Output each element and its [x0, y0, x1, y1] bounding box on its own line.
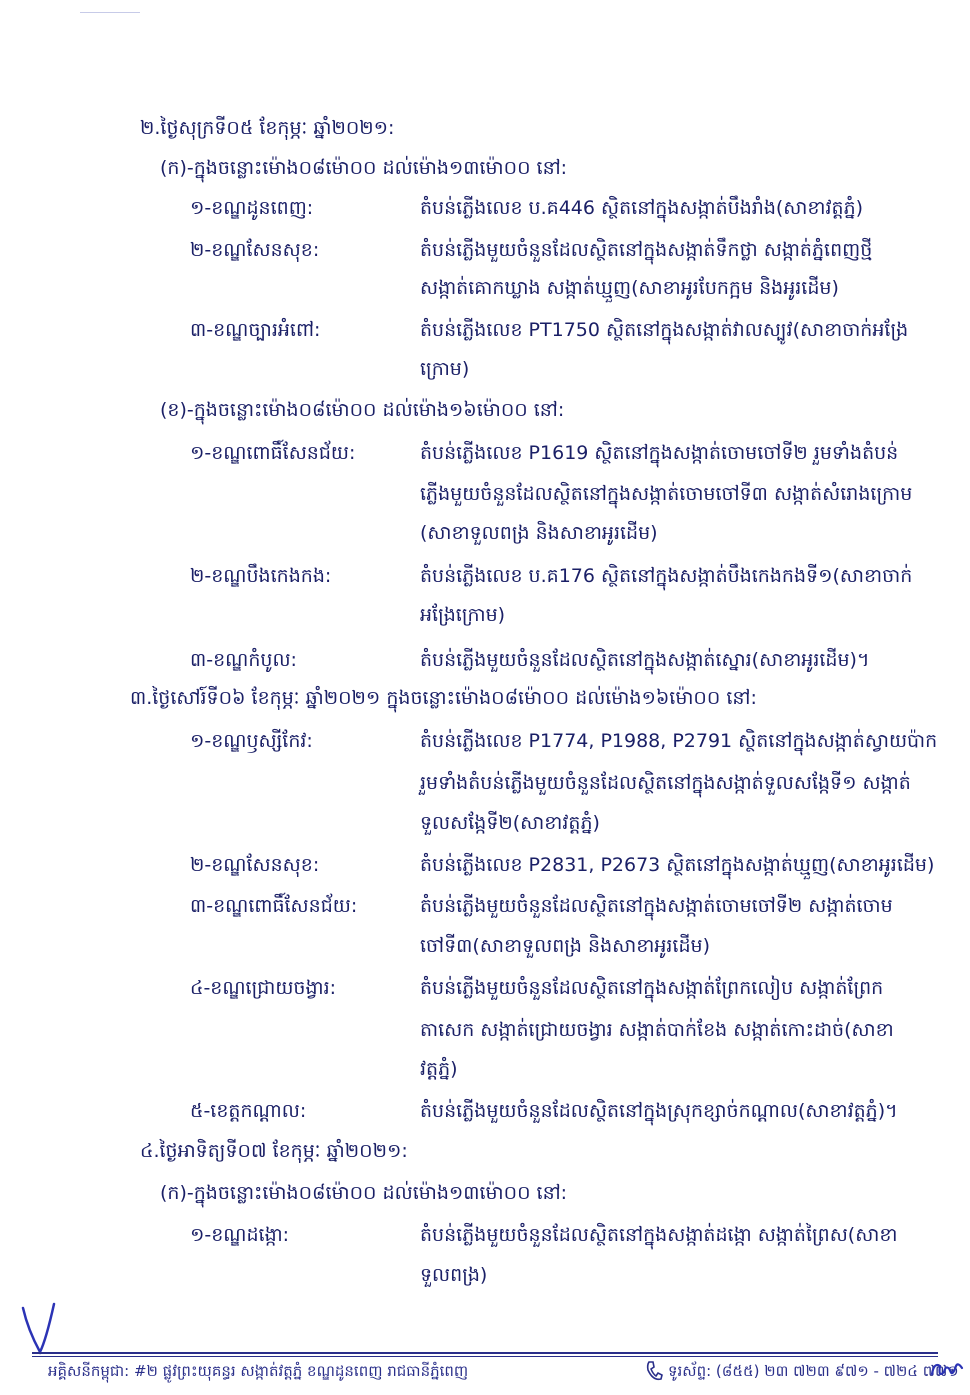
entry-text: តំបន់ភ្លើងមួយចំនួនដែលស្ថិតនៅក្នុងសង្កាត់ព្រែកលៀប សង្កាត់ព្រែក — [420, 977, 884, 999]
entry-label: ១-ខណ្ឌពោធិ៍សែនជ័យ: — [190, 442, 356, 464]
top-fold-mark — [80, 12, 140, 13]
entry-label: ៤-ខណ្ឌជ្រោយចង្វារ: — [190, 977, 337, 999]
entry-text: ភ្លើងមួយចំនួនដែលស្ថិតនៅក្នុងសង្កាត់ចោមចៅទី៣ សង្កាត់សំរោងក្រោម — [420, 483, 913, 505]
entry-text: ទួលសង្កែទី២(សាខាវត្តភ្នំ) — [420, 812, 600, 834]
entry-text: រួមទាំងតំបន់ភ្លើងមួយចំនួនដែលស្ថិតនៅក្នុងសង្កាត់ទួលសង្កែទី១ សង្កាត់ — [420, 772, 911, 794]
entry-label: ៥-ខេត្តកណ្ដាល: — [190, 1100, 307, 1122]
entry-text: ក្រោម) — [420, 358, 470, 380]
entry-text: វត្តភ្នំ) — [420, 1058, 458, 1080]
entry-text: តំបន់ភ្លើងលេខ PT1750 ស្ថិតនៅក្នុងសង្កាត់វាលស្បូវ(សាខាចាក់អង្រែ — [420, 319, 909, 341]
entry-text: តំបន់ភ្លើងមួយចំនួនដែលស្ថិតនៅក្នុងសង្កាត់ទឹកថ្លា សង្កាត់ភ្នំពេញថ្មី — [420, 239, 873, 261]
entry-text: តំបន់ភ្លើងមួយចំនួនដែលស្ថិតនៅក្នុងសង្កាត់ចោមចៅទី២ សង្កាត់ចោម — [420, 895, 893, 917]
entry-label: ១-ខណ្ឌឫស្សីកែវ: — [190, 730, 313, 752]
entry-text: តំបន់ភ្លើងលេខ P1619 ស្ថិតនៅក្នុងសង្កាត់ចោមចៅទី២ រួមទាំងតំបន់ — [420, 442, 899, 464]
phone-icon — [645, 1360, 663, 1382]
time-range-heading: (ក)-ក្នុងចន្លោះម៉ោង០៨ម៉ោ០០ ដល់ម៉ោង១៣ម៉ោ០០ នៅ: — [160, 157, 568, 179]
time-range-heading: (ក)-ក្នុងចន្លោះម៉ោង០៨ម៉ោ០០ ដល់ម៉ោង១៣ម៉ោ០០ នៅ: — [160, 1182, 568, 1204]
footer-phone: ទូរស័ព្ទ: (៨៥៥) ២៣ ៧២៣ ៩៧១ - ៧២៤ ៧៧១ — [668, 1362, 959, 1380]
entry-text: តំបន់ភ្លើងលេខ P1774, P1988, P2791 ស្ថិតនៅក្នុងសង្កាត់ស្វាយប៉ាក — [420, 730, 938, 752]
time-range-heading: (ខ)-ក្នុងចន្លោះម៉ោង០៨ម៉ោ០០ ដល់ម៉ោង១៦ម៉ោ០០ នៅ: — [160, 399, 565, 421]
entry-text: តំបន់ភ្លើងមួយចំនួនដែលស្ថិតនៅក្នុងសង្កាត់ដង្កោ សង្កាត់ព្រៃស(សាខា — [420, 1224, 898, 1246]
entry-label: ២-ខណ្ឌសែនសុខ: — [190, 239, 320, 261]
check-mark-icon — [18, 1300, 58, 1360]
entry-text: តាសេក សង្កាត់ជ្រោយចង្វារ សង្កាត់បាក់ខែង សង្កាត់កោះដាច់(សាខា — [420, 1019, 894, 1041]
entry-label: ១-ខណ្ឌដូនពេញ: — [190, 197, 314, 219]
entry-label: ៣-ខណ្ឌកំបូល: — [190, 649, 297, 671]
entry-text: តំបន់ភ្លើងមួយចំនួនដែលស្ថិតនៅក្នុងស្រុកខ្សាច់កណ្ដាល(សាខាវត្តភ្នំ)។ — [420, 1100, 898, 1122]
entry-label: ១-ខណ្ឌដង្កោ: — [190, 1224, 290, 1246]
entry-label: ៣-ខណ្ឌច្បារអំពៅ: — [190, 319, 321, 341]
footer-rule — [32, 1352, 938, 1354]
entry-text: ទួលពង្រ) — [420, 1264, 488, 1286]
section-heading: ៣.ថ្ងៃសៅរ៍ទី០៦ ខែកុម្ភៈ ឆ្នាំ២០២១ ក្នុងចន្លោះម៉ោង០៨ម៉ោ០០ ដល់ម៉ោង១៦ម៉ោ០០ នៅ: — [130, 687, 757, 709]
entry-text: អង្រែក្រោម) — [420, 604, 506, 626]
entry-label: ២-ខណ្ឌបឹងកេងកង: — [190, 565, 332, 587]
entry-text: (សាខាទួលពង្រ និងសាខាអូរដើម) — [420, 522, 658, 544]
initials-signature — [928, 1356, 964, 1384]
entry-text: សង្កាត់គោកឃ្លាង សង្កាត់ឃ្មួញ(សាខាអូរបែកក្អម និងអូរដើម) — [420, 277, 839, 299]
section-heading: ៤.ថ្ងៃអាទិត្យទី០៧ ខែកុម្ភៈ ឆ្នាំ២០២១: — [140, 1140, 408, 1162]
entry-text: ចៅទី៣(សាខាទួលពង្រ និងសាខាអូរដើម) — [420, 935, 711, 957]
entry-text: តំបន់ភ្លើងមួយចំនួនដែលស្ថិតនៅក្នុងសង្កាត់ស្នោរ(សាខាអូរដើម)។ — [420, 649, 870, 671]
section-heading: ២.ថ្ងៃសុក្រទី០៥ ខែកុម្ភៈ ឆ្នាំ២០២១: — [140, 117, 395, 139]
entry-text: តំបន់ភ្លើងលេខ ប.គ176 ស្ថិតនៅក្នុងសង្កាត់បឹងកេងកងទី១(សាខាចាក់ — [420, 565, 913, 587]
entry-text: តំបន់ភ្លើងលេខ ប.គ446 ស្ថិតនៅក្នុងសង្កាត់បឹងរាំង(សាខាវត្តភ្នំ) — [420, 197, 864, 219]
footer-rule-thin — [32, 1356, 938, 1357]
entry-text: តំបន់ភ្លើងលេខ P2831, P2673 ស្ថិតនៅក្នុងសង្កាត់ឃ្មួញ(សាខាអូរដើម) — [420, 854, 935, 876]
entry-label: ៣-ខណ្ឌពោធិ៍សែនជ័យ: — [190, 895, 358, 917]
footer-address: អគ្គិសនីកម្ពុជា: #២ ផ្លូវព្រះយុគន្ធរ សង្កាត់វត្តភ្នំ ខណ្ឌដូនពេញ រាជធានីភ្នំពេញ — [48, 1362, 469, 1380]
entry-label: ២-ខណ្ឌសែនសុខ: — [190, 854, 320, 876]
